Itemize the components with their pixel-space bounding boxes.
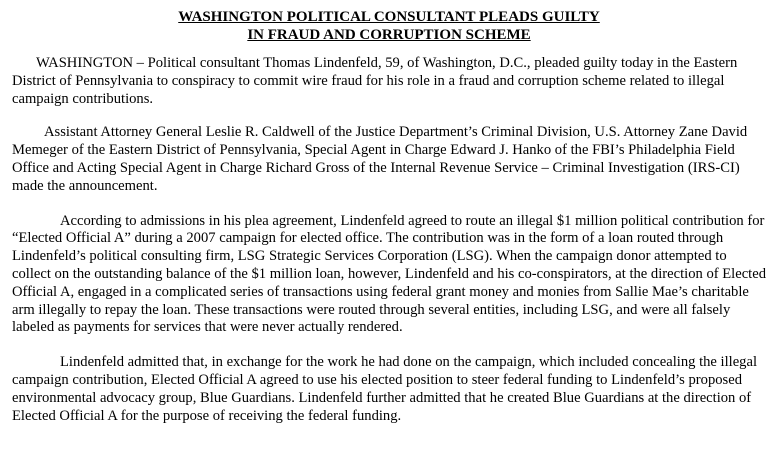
title-line-1: WASHINGTON POLITICAL CONSULTANT PLEADS GUILTY — [178, 9, 600, 25]
title-line-2: IN FRAUD AND CORRUPTION SCHEME — [247, 27, 531, 43]
paragraph-admission: Lindenfeld admitted that, in exchange for the work he had done on the campaign, which included concealing the illegal campaign contribution, Elected Official A agreed to use his elected position to steer federal funding to Lindenfeld’s proposed environmental advocacy group, Blue Guardians. Lindenfeld further admitted that he created Blue Guardians at the direction of Elected Official A for the purpose of receiving the federal funding. — [12, 354, 758, 424]
paragraph-plea-agreement: According to admissions in his plea agreement, Lindenfeld agreed to route an illegal $1 million political contribution for “Elected Official A” during a 2007 campaign for elected office. The contribution was in the form of a loan routed through Lindenfeld’s political consulting firm, LSG Strategic Services Corporation (LSG). When the campaign donor attempted to collect on the outstanding balance of the $1 million loan, however, Lindenfeld and his co-conspirators, at the direction of Elected Official A, engaged in a complicated series of transactions using federal grant money and monies from Sallie Mae’s charitable arm illegally to repay the loan. These transactions were routed through several entities, including LSG, and were all falsely labeled as payments for services that were never actually rendered. — [12, 212, 767, 336]
paragraph-intro: WASHINGTON – Political consultant Thomas Lindenfeld, 59, of Washington, D.C., pleaded guilty today in the Eastern District of Pennsylvania to conspiracy to commit wire fraud for his role in a fraud and corruption scheme related to illegal campaign contributions. — [12, 55, 738, 107]
paragraph-announcement: Assistant Attorney General Leslie R. Caldwell of the Justice Department’s Criminal Division, U.S. Attorney Zane David Memeger of the Eastern District of Pennsylvania, Special Agent in Charge Edward J. Hanko of the FBI’s Philadelphia Field Office and Acting Special Agent in Charge Richard Gross of the Internal Revenue Service – Criminal Investigation (IRS-CI) made the announcement. — [12, 124, 748, 194]
document-title — [12, 8, 766, 44]
press-release-document — [12, 8, 766, 425]
